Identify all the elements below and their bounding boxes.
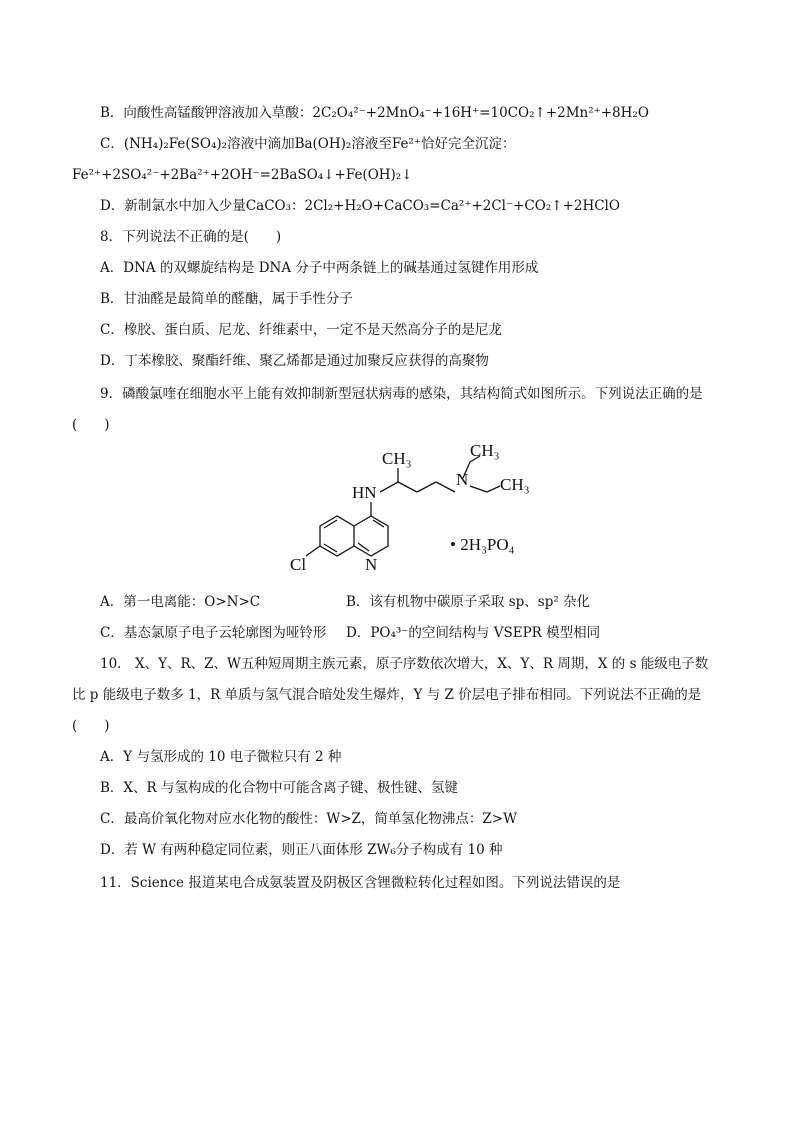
option-10a: A．Y 与氢形成的 10 电子微粒只有 2 种: [100, 749, 342, 765]
question-8: 8．下列说法不正确的是( ): [100, 229, 282, 245]
label-phosphate: • 2H₃PO₄: [450, 535, 515, 554]
label-cl: Cl: [290, 555, 307, 574]
option-9a: A．第一电离能：O>N>C: [100, 594, 261, 610]
option-10c: C．最高价氧化物对应水化物的酸性：W>Z，简单氢化物沸点：Z>W: [100, 811, 517, 827]
option-9d: D．PO₄³⁻的空间结构与 VSEPR 模型相同: [346, 625, 601, 641]
question-9-line1: 9．磷酸氯喹在细胞水平上能有效抑制新型冠状病毒的感染，其结构简式如图所示。下列说法正确的是: [100, 386, 703, 402]
label-amine-n: N: [456, 470, 469, 489]
option-10b: B．X、R 与氢构成的化合物中可能含离子键、极性键、氢键: [100, 780, 458, 796]
option-8c: C．橡胶、蛋白质、尼龙、纤维素中，一定不是天然高分子的是尼龙: [100, 322, 502, 338]
question-10-line2: 比 p 能级电子数多 1，R 单质与氢气混合暗处发生爆炸，Y 与 Z 价层电子排布相同。下列说法不正确的是: [72, 687, 702, 703]
option-7d: D．新制氯水中加入少量CaCO₃：2Cl₂+H₂O+CaCO₃=Ca²⁺+2Cl⁻+CO₂↑+2HClO: [100, 198, 620, 214]
option-7c-line2: Fe²⁺+2SO₄²⁻+2Ba²⁺+2OH⁻=2BaSO₄↓+Fe(OH)₂↓: [72, 167, 413, 183]
option-9b: B．该有机物中碳原子采取 sp、sp² 杂化: [346, 594, 591, 610]
chloroquine-phosphate-structure: [280, 440, 570, 585]
option-8a: A．DNA 的双螺旋结构是 DNA 分子中两条链上的碱基通过氢键作用形成: [100, 260, 539, 276]
option-8b: B．甘油醛是最简单的醛醣，属于手性分子: [100, 291, 353, 307]
question-9-line2: ( ): [72, 417, 110, 433]
option-7b: B．向酸性高锰酸钾溶液加入草酸：2C₂O₄²⁻+2MnO₄⁻+16H⁺=10CO₂↑+2Mn²⁺+8H₂O: [100, 105, 649, 121]
label-ch3-top: CH₃: [382, 449, 412, 468]
label-ethyl-ch3-1: CH₃: [470, 441, 500, 460]
question-11: 11．Science 报道某电合成氨装置及阴极区含锂微粒转化过程如图。下列说法错误的是: [100, 875, 621, 891]
option-7c-line1: C．(NH₄)₂Fe(SO₄)₂溶液中滴加Ba(OH)₂溶液至Fe²⁺恰好完全沉淀：: [100, 136, 516, 152]
label-ring-n: N: [365, 555, 378, 574]
question-10-line1: 10． X、Y、R、Z、W五种短周期主族元素，原子序数依次增大，X、Y、R 周期，X 的 s 能级电子数: [100, 656, 709, 672]
label-ethyl-ch3-2: CH₃: [500, 475, 530, 494]
option-8d: D．丁苯橡胶、聚酯纤维、聚乙烯都是通过加聚反应获得的高聚物: [100, 353, 489, 369]
question-10-line3: ( ): [72, 718, 110, 734]
option-10d: D．若 W 有两种稳定同位素，则正八面体形 ZW₆分子构成有 10 种: [100, 842, 503, 858]
option-9c: C．基态氯原子电子云轮廓图为哑铃形: [100, 625, 327, 641]
label-hn: HN: [352, 483, 377, 502]
